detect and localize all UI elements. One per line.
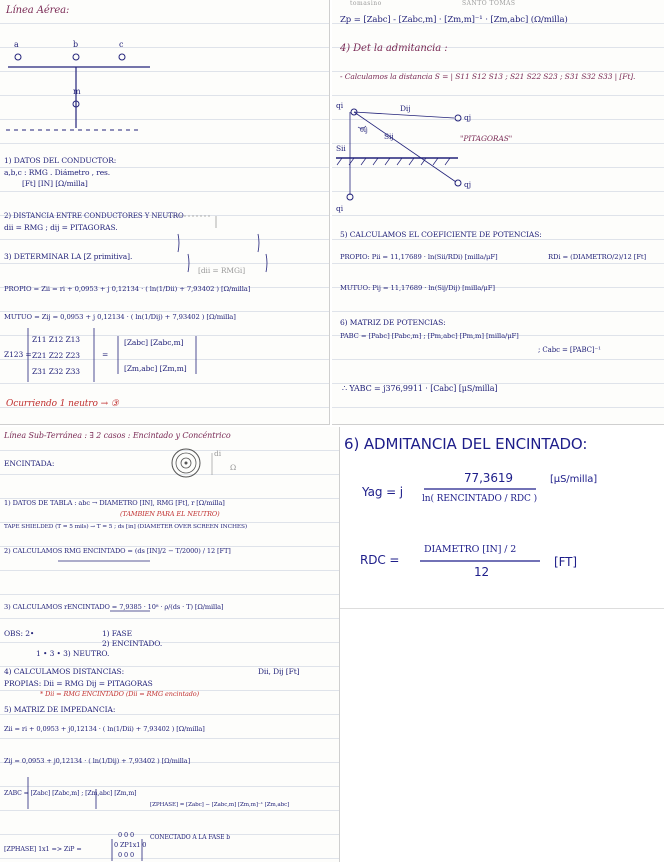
rdc-label: RDC = (360, 553, 400, 567)
yag-label: Yag = j (362, 485, 403, 499)
obs-encintado: 2) ENCINTADO. (102, 639, 163, 648)
neutral-note: Ocurriendo 1 neutro → ③ (6, 399, 119, 409)
conductor-b-shape (73, 54, 79, 60)
z-row-2: Z21 Z22 Z23 (32, 351, 80, 360)
sii-label: Sii (336, 144, 346, 153)
dii-note: [dii = RMGi] (198, 266, 246, 275)
z123-label: Z123 = (4, 350, 32, 359)
di-label: di (214, 449, 221, 458)
yag-units: [μS/milla] (550, 474, 598, 485)
zij-formula: Zij = 0,0953 + j0,12134 · ( ln(1/Dij) + 7,93402 ) [Ω/milla] (4, 757, 191, 765)
page-title: Línea Aérea: (6, 5, 70, 16)
r-encintado-formula: 3) CALCULAMOS rENCINTADO = 7,9385 · 10⁸ · ρ/(ds · T) [Ω/milla] (4, 603, 224, 611)
section-potential-coeff: 5) CALCULAMOS EL COEFICIENTE DE POTENCIAS: (340, 230, 542, 239)
dij-label: Dij (400, 104, 411, 113)
conductor-c-shape (119, 54, 125, 60)
phase-b-note: CONECTADO A LA FASE b (150, 834, 230, 841)
propias-line: PROPIAS: Dii = RMG Dij = PITAGORAS (4, 679, 153, 688)
zabc-block-top: [Zabc] [Zabc,m] (124, 338, 184, 347)
label-m: m (73, 87, 81, 96)
zp-formula: Zp = [Zabc] - [Zabc,m] · [Zm,m]⁻¹ · [Zm,abc] (Ω/milla) (340, 15, 568, 25)
zii-formula: Zii = ri + 0,0953 + j0,12134 · ( ln(1/Dii) + 7,93402 ) [Ω/milla] (4, 725, 205, 733)
yag-numerator: 77,3619 (464, 471, 513, 485)
zip-row-3: 0 0 0 (118, 851, 135, 859)
section-admittance: 4) Det la admitancia : (340, 43, 448, 54)
neutral-also-note: (TAMBIEN PARA EL NEUTRO) (120, 510, 220, 518)
theta-label: θij (360, 126, 368, 134)
zabc-block-bottom: [Zm,abc] [Zm,m] (124, 364, 187, 373)
rdc-units: [FT] (554, 555, 577, 569)
pij-formula: MUTUO: Pij = 11,17689 · ln(Sij/Dij) [milla/μF] (340, 284, 495, 292)
qi-label: qi (336, 101, 343, 110)
notebook-page-admittance (332, 0, 664, 425)
rdc-denominator: 12 (474, 565, 490, 579)
distances-units: Dii, Dij [Ft] (258, 667, 300, 676)
notebook-page-overhead-line (0, 0, 330, 425)
notebook-header-brand: tomasino (350, 0, 382, 7)
obs-fase: 1) FASE (102, 629, 132, 638)
zphase-1x1-label: [ZPHASE] 1x1 => ZiP = (4, 845, 82, 853)
section-potential-matrix: 6) MATRIZ DE POTENCIAS: (340, 318, 446, 327)
zip-row-2: 0 ZP1x1 0 (114, 841, 147, 849)
notebook-page-underground-line (0, 427, 340, 862)
z-row-3: Z31 Z32 Z33 (32, 367, 80, 376)
yag-denominator: ln( RENCINTADO / RDC ) (422, 494, 537, 504)
dii-encintado-note: * Dii = RMG ENCINTADO (Dii = RMG encintado) (40, 690, 200, 698)
section-table-data: 1) DATOS DE TABLA : abc → DIAMETRO [IN], RMG [Ft], r [Ω/milla] (4, 499, 225, 507)
z-row-1: Z11 Z12 Z13 (32, 335, 80, 344)
pabc-matrix: PABC = [Pabc] [Pabc,m] ; [Pm,abc] [Pm,m] [milla/μF] (340, 332, 519, 340)
conductor-units-line: [Ft] [IN] [Ω/milla] (22, 179, 88, 188)
pitagoras-note: "PITAGORAS" (460, 134, 513, 143)
section-impedance-matrix: 5) MATRIZ DE IMPEDANCIA: (4, 705, 116, 714)
conductor-data-line: a,b,c : RMG . Diámetro , res. (4, 168, 111, 177)
section-conductor-data: 1) DATOS DEL CONDUCTOR: (4, 156, 117, 165)
qj-image-label: qj (464, 180, 471, 189)
obs-label: OBS: 2• (4, 629, 35, 638)
zabc-matrix: ZABC = [Zabc] [Zabc,m] ; [Zm,abc] [Zm,m] (4, 790, 137, 797)
distances-line: dii = RMG ; dij = PITAGORAS. (4, 223, 118, 232)
conductor-a-shape (15, 54, 21, 60)
label-a: a (14, 40, 19, 49)
section-calc-distances: 4) CALCULAMOS DISTANCIAS: (4, 667, 124, 676)
qi-image-label: qi (336, 204, 343, 213)
section-distances: 2) DISTANCIA ENTRE CONDUCTORES Y NEUTRO (4, 212, 184, 220)
blank-area (340, 610, 664, 862)
fraction-bars (340, 427, 664, 609)
tape-shielded-line: TAPE SHIELDED (T = 5 mils) → T = 5 ; ds [in] (DIAMETER OVER SCREEN INCHES) (4, 524, 248, 530)
encintada-heading: ENCINTADA: (4, 459, 55, 468)
rdi-formula: RDi = (DIAMETRO/2)/12 [Ft] (548, 253, 647, 261)
zij-formula: MUTUO = Zij = 0,0953 + j 0,12134 · ( ln(1/Dij) + 7,93402 ) [Ω/milla] (4, 313, 236, 321)
rmg-encintado-formula: 2) CALCULAMOS RMG ENCINTADO = (ds [IN]/2 − T/2000) / 12 [FT] (4, 547, 231, 555)
cabc-formula: ; Cabc = [PABC]⁻¹ (538, 346, 601, 354)
omega-label: Ω (230, 463, 237, 472)
page-title: 6) ADMITANCIA DEL ENCINTADO: (344, 435, 588, 453)
distance-matrix-line: - Calculamos la distancia S = | S11 S12 S13 ; S21 S22 S23 ; S31 S32 S33 | [Ft]. (340, 72, 636, 81)
equals-sign: = (102, 350, 109, 359)
zii-formula: PROPIO = Zii = ri + 0,0953 + j 0,12134 · ( ln(1/Dii) + 7,93402 ) [Ω/milla] (4, 285, 251, 293)
rdc-numerator: DIAMETRO [IN] / 2 (424, 544, 517, 555)
notebook-header-brand-2: SANTO TOMÁS (462, 0, 516, 7)
qj-label: qj (464, 113, 471, 122)
zip-row-1: 0 0 0 (118, 831, 135, 839)
obs-neutro: 1 • 3 • 3) NEUTRO. (36, 649, 110, 658)
pii-formula: PROPIO: Pii = 11,17689 · ln(Sii/RDi) [milla/μF] (340, 253, 498, 261)
label-b: b (73, 40, 79, 49)
page-title: Línea Sub-Terránea : ∃ 2 casos : Encintado y Concéntrico (4, 431, 231, 440)
label-c: c (119, 40, 124, 49)
notebook-page-tape-admittance (340, 427, 664, 609)
sij-label: Sij (384, 132, 394, 141)
image-method-diagram (332, 0, 664, 425)
section-z-primitive: 3) DETERMINAR LA [Z primitiva]. (4, 252, 133, 261)
zphase-formula: [ZPHASE] = [Zabc] − [Zabc,m] [Zm,m]⁻¹ [Zm,abc] (150, 802, 290, 808)
yabc-formula: ∴ YABC = j376,9911 · [Cabc] [μS/milla] (342, 384, 498, 393)
